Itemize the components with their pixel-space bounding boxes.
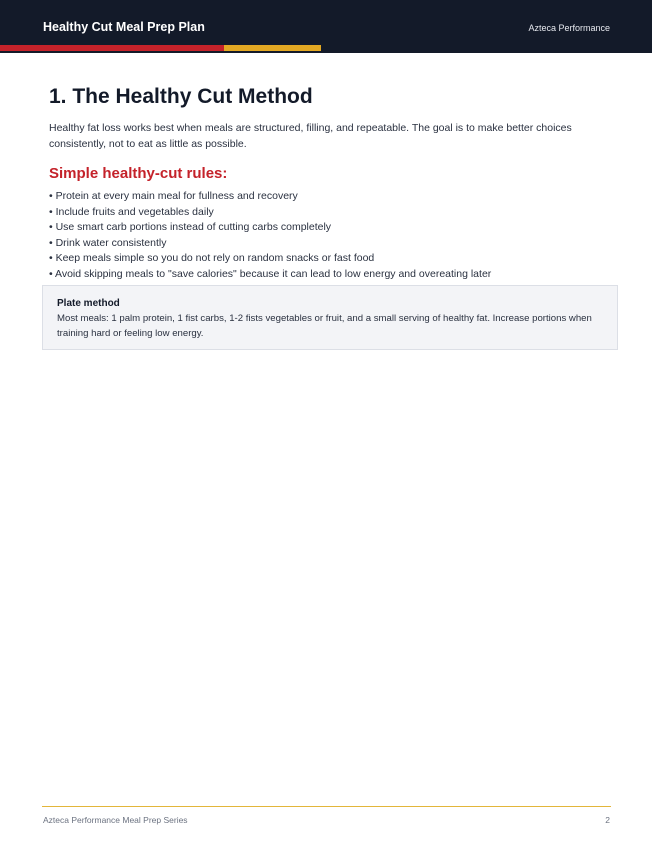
list-item: • Use smart carb portions instead of cutting carbs completely: [49, 221, 332, 234]
list-item: • Keep meals simple so you do not rely on random snacks or fast food: [49, 252, 375, 265]
main-content: [49, 84, 611, 283]
page-number: 2: [605, 815, 610, 825]
rules-heading: Simple healthy-cut rules:: [49, 165, 228, 182]
list-item: • Protein at every main meal for fullness and recovery: [49, 190, 298, 202]
callout-body: Most meals: 1 palm protein, 1 fist carbs, 1-2 fists vegetables or fruit, and a small serving of healthy fat. Increase portions when training hard or feeling low energy.: [57, 313, 592, 339]
plate-method-callout: [42, 285, 618, 350]
list-item: • Drink water consistently: [49, 236, 167, 249]
brand-name: Azteca Performance: [528, 23, 610, 33]
page-header: [0, 0, 652, 53]
footer-divider: [42, 806, 611, 807]
section-heading: 1. The Healthy Cut Method: [49, 85, 313, 108]
intro-paragraph: Healthy fat loss works best when meals are structured, filling, and repeatable. The goal is to make better choices consistently, not to eat as little as possible.: [49, 122, 572, 150]
callout-title: Plate method: [57, 298, 120, 309]
footer-series: Azteca Performance Meal Prep Series: [43, 815, 188, 825]
rules-list: [49, 189, 611, 283]
accent-stripe-gold: [224, 45, 321, 51]
list-item: • Include fruits and vegetables daily: [49, 205, 214, 218]
document-title: Healthy Cut Meal Prep Plan: [43, 20, 205, 34]
accent-stripe-red: [0, 45, 224, 51]
list-item: • Avoid skipping meals to "save calories" because it can lead to low energy and overeating later: [49, 267, 492, 280]
